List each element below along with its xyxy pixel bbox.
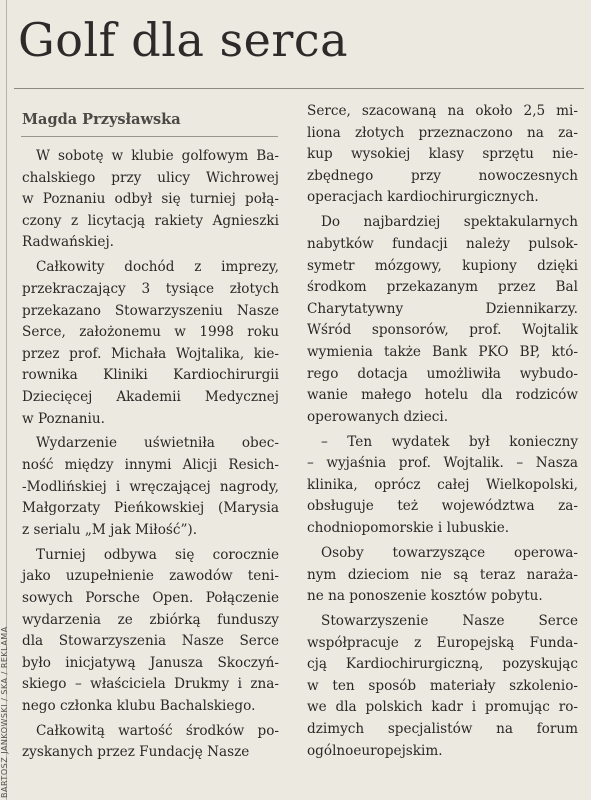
text-line: nego członka klubu Bachalskiego. [22, 697, 256, 714]
text-line: skiego – właściciela Drukmy i zna- [22, 676, 279, 693]
text-line: operacjach kardiochirurgicznych. [307, 189, 539, 206]
text-line: W sobotę w klubie golfowym Ba- [36, 148, 279, 164]
text-line: operowanych dzieci. [307, 408, 449, 425]
text-line: obsługuje też województwa za- [307, 498, 578, 515]
text-line: współpracuje z Europejską Funda- [307, 634, 578, 651]
text-line: chalskiego przy ulicy Wichrowej [22, 169, 279, 186]
text-line: przez prof. Michała Wojtalika, kie- [22, 345, 279, 362]
text-line: ogólnoeuropejskim. [307, 742, 443, 759]
article-title: Golf dla serca [18, 13, 349, 67]
text-line: Radwańskiej. [22, 234, 114, 251]
text-line: dzimych specjalistów na forum [307, 721, 578, 737]
text-line: – wyjaśnia prof. Wojtalik. – Nasza [307, 455, 578, 472]
text-line: w Poznaniu. [22, 410, 105, 427]
text-line: Osoby towarzyszące operowa- [321, 544, 578, 561]
text-line: przekazano Stowarzyszeniu Nasze [22, 302, 279, 319]
text-line: w ten sposób materiały szkolenio- [307, 677, 578, 694]
text-line: Serce, założonemu w 1998 roku [22, 324, 279, 341]
text-line: Wśród sponsorów, prof. Wojtalik [307, 322, 578, 339]
text-line: rego dotacja umożliwiła wybudo- [307, 365, 578, 382]
text-line: z serialu „M jak Miłość”). [22, 521, 198, 538]
text-line: ność między innymi Alicji Resich- [22, 457, 279, 473]
text-line: sowych Porsche Open. Połączenie [22, 589, 279, 606]
text-line: ne na ponoszenie kosztów pobytu. [307, 588, 543, 605]
text-line: kup wysokiej klasy sprzętu nie- [307, 146, 578, 163]
text-line: Wydarzenie uświetniła obec- [36, 435, 279, 452]
text-line: zbędnego przy nowoczesnych [307, 167, 578, 184]
text-line: Małgorzaty Pieńkowskiej (Marysia [22, 500, 279, 517]
text-line: dla Stowarzyszenia Nasze Serce [22, 633, 279, 650]
text-line: zyskanych przez Fundację Nasze [22, 744, 250, 761]
text-line: było inicjatywą Janusza Skoczyń- [22, 654, 279, 671]
text-line: wymienia także Bank PKO BP, któ- [307, 343, 578, 360]
text-line: przekraczający 3 tysiące złotych [22, 280, 279, 297]
text-line: jako uzupełnienie zawodów teni- [22, 568, 279, 585]
text-line: -Modlińskiej i wręczającej nagrody, [22, 478, 279, 495]
text-line: wanie małego hotelu dla rodziców [307, 387, 578, 404]
text-line: klinika, oprócz całej Wielkopolski, [307, 476, 578, 493]
text-line: symetr mózgowy, kupiony dzięki [307, 257, 578, 274]
text-line: wydarzenia ze zbiórką funduszy [22, 611, 279, 628]
text-line: środkom przekazanym przez Bal [307, 279, 578, 296]
article-author: Magda Przysławska [22, 111, 181, 128]
text-line: Całkowity dochód z imprezy, [36, 259, 279, 276]
text-line: Stowarzyszenie Nasze Serce [321, 613, 578, 629]
text-line: – Ten wydatek był konieczny [321, 433, 578, 450]
title-divider [14, 88, 584, 89]
text-line: Charytatywny Dziennikarzy. [307, 300, 578, 317]
text-line: chodniopomorskie i lubuskie. [307, 520, 510, 536]
text-line: w Poznaniu odbył się turniej połą- [22, 191, 279, 208]
text-line: liona złotych przeznaczono na za- [307, 124, 578, 141]
text-line: czony z licytacją rakiety Agnieszki [22, 212, 279, 229]
text-line: Serce, szacowaną na około 2,5 mi- [307, 103, 578, 119]
text-line: Turniej odbywa się corocznie [36, 546, 279, 563]
text-line: Całkowitą wartość środków po- [36, 722, 279, 739]
text-line: we dla polskich kadr i promując ro- [307, 699, 578, 716]
author-divider [21, 136, 278, 137]
text-line: nym dzieciom nie są teraz naraża- [307, 566, 578, 583]
text-line: nabytków fundacji należy pulsok- [307, 235, 578, 252]
text-line: Do najbardziej spektakularnych [321, 214, 578, 231]
text-line: rownika Kliniki Kardiochirurgii [22, 367, 279, 384]
text-line: Dziecięcej Akademii Medycznej [22, 388, 279, 405]
photo-credit: BARTOSZ JANKOWSKI / SKA / REKLAMA [0, 626, 9, 798]
text-line: cją Kardiochirurgiczną, pozyskując [307, 656, 578, 673]
